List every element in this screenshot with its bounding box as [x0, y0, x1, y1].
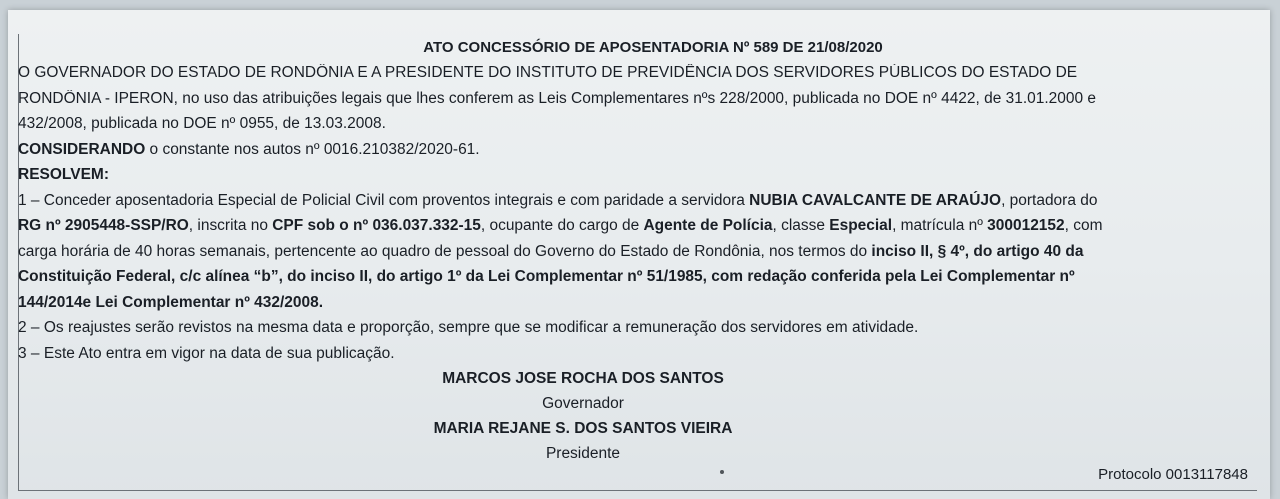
job-class: Especial	[829, 217, 893, 234]
item1-text-c1: carga horária de 40 horas semanais, pertencente ao quadro de pessoal do Governo do Estado de Rondônia, nos termos do	[18, 242, 872, 260]
item-2: 2 – Os reajustes serão revistos na mesma data e proporção, sempre que se modificar a remuneração dos servidores em atividade.	[18, 319, 919, 336]
rg-number: RG nº 2905448-SSP/RO	[18, 217, 189, 234]
server-name: NUBIA CAVALCANTE DE ARAÚJO	[749, 191, 1002, 209]
item1-text-b2: , inscrita no	[188, 217, 273, 234]
item1-text-b8: , matrícula nº	[892, 217, 988, 234]
legal-basis-article: inciso II, § 4º, do artigo 40 da	[871, 242, 1084, 260]
item1-text-b6: , classe	[772, 217, 830, 234]
item1-text-b4: , ocupante do cargo de	[480, 217, 644, 234]
protocol-number: Protocolo 0013117848	[1098, 466, 1248, 483]
signatory-name: MARCOS JOSE ROCHA DOS SANTOS	[442, 370, 724, 387]
signature-block-president	[0, 416, 1248, 466]
resolvem-heading: RESOLVEM:	[18, 166, 109, 183]
item1-text-d1: Constituição Federal, c/c alínea “b”, do inciso II, do artigo 1º da Lei Complementar nº 51/1985, com redação conferida pela Lei Complementar nº	[18, 268, 1075, 285]
signature-block-governor	[0, 366, 1248, 416]
registration-number: 300012152	[987, 217, 1065, 234]
signatory-role: Presidente	[545, 445, 621, 462]
item1-text-a2: , portadora do	[1001, 191, 1098, 209]
item1-text-a1: 1 – Conceder aposentadoria Especial de Policial Civil com proventos integrais e com paridade a servidora	[18, 191, 750, 209]
signatory-name: MARIA REJANE S. DOS SANTOS VIEIRA	[433, 420, 733, 437]
considerando-label: CONSIDERANDO	[18, 140, 146, 158]
item1-text-b10: , com	[1064, 217, 1103, 234]
cpf-number: CPF sob o nº 036.037.332-15	[272, 217, 481, 234]
preamble-line-3: 432/2008, publicada no DOE nº 0955, de 13.03.2008.	[18, 115, 386, 132]
item1-text-e1: 144/2014e Lei Complementar nº 432/2008.	[18, 293, 324, 311]
considerando-paragraph	[18, 137, 1248, 163]
item-3: 3 – Este Ato entra em vigor na data de sua publicação.	[18, 344, 395, 362]
job-title: Agente de Polícia	[643, 217, 773, 234]
preamble-line-1: O GOVERNADOR DO ESTADO DE RONDÔNIA E A PRESIDENTE DO INSTITUTO DE PREVIDÊNCIA DOS SERVIDORES PÚBLICOS DO ESTADO DE	[18, 64, 1078, 81]
paper-speck	[720, 470, 724, 474]
considerando-text: o constante nos autos nº 0016.210382/2020-61.	[145, 140, 480, 158]
preamble	[18, 60, 1248, 137]
signatory-role: Governador	[542, 395, 624, 412]
preamble-line-2: RONDÔNIA - IPERON, no uso das atribuições legais que lhes conferem as Leis Complementares nºs 228/2000, publicada no DOE nº 4422, de 31.01.2000 e	[18, 89, 1096, 107]
document-body	[18, 36, 1248, 466]
item-1	[18, 188, 1248, 316]
document-title: ATO CONCESSÓRIO DE APOSENTADORIA Nº 589 DE 21/08/2020	[423, 39, 883, 56]
